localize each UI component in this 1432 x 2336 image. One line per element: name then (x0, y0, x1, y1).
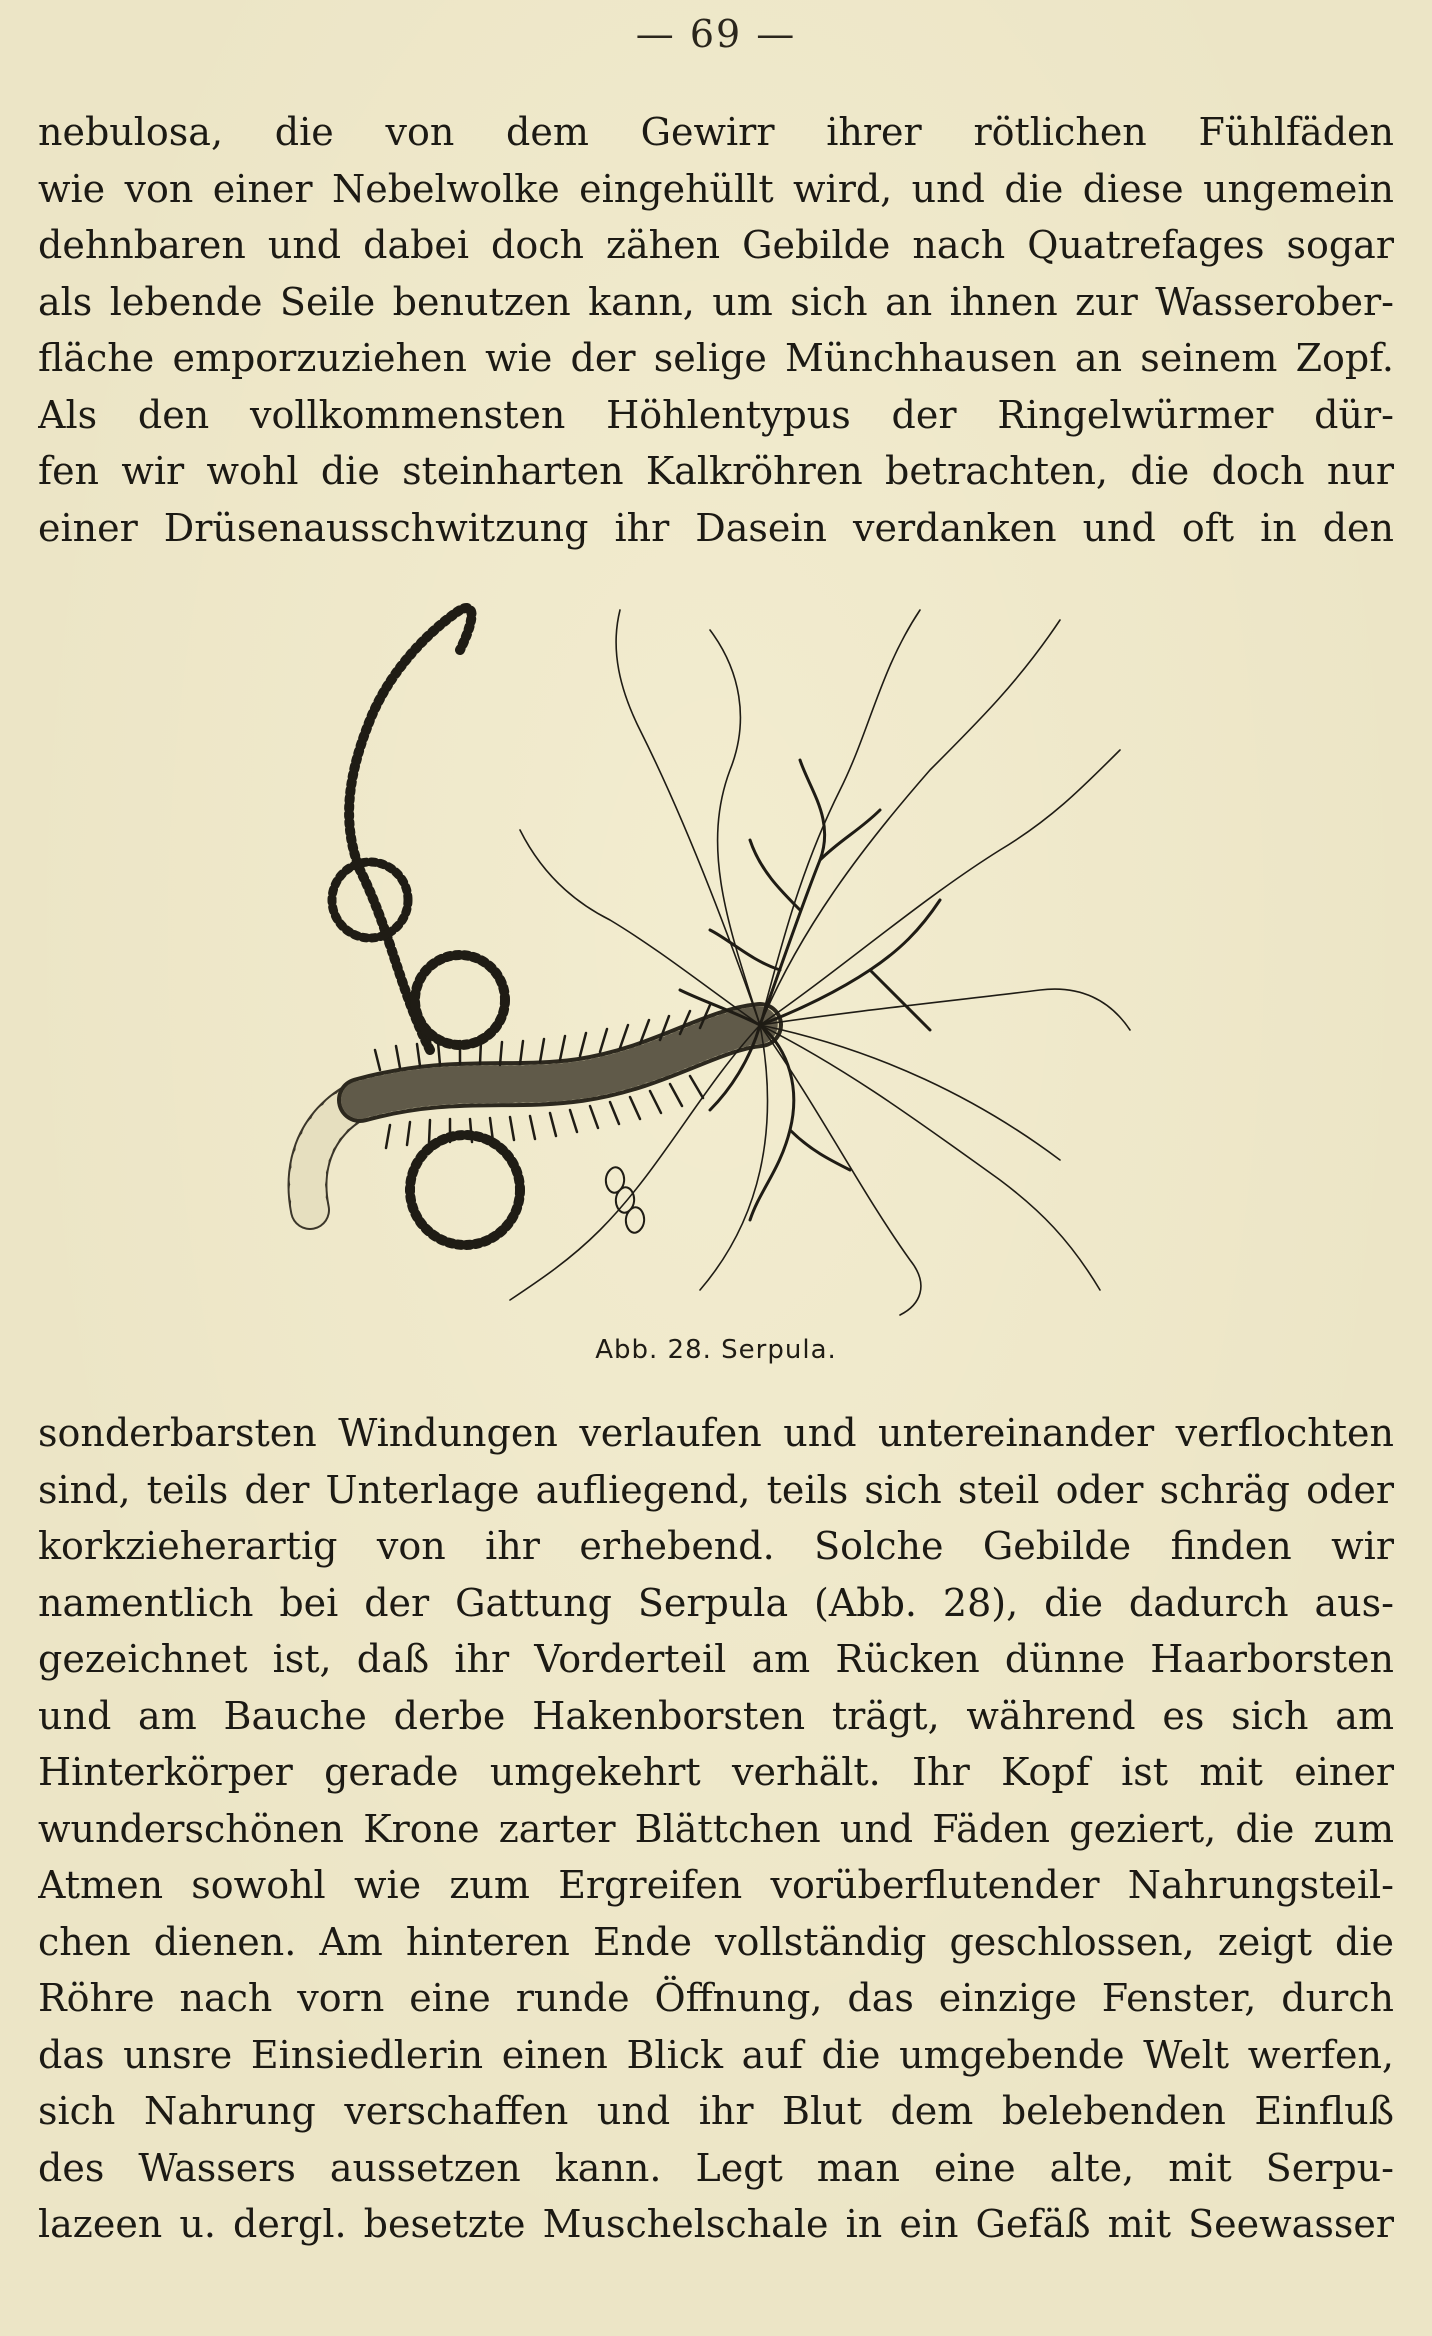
text-line: korkzieherartig von ihr erhebend. Solche Gebilde finden wir (38, 1524, 1394, 1568)
text-line: sind, teils der Unterlage aufliegend, teils sich steil oder schräg oder (38, 1467, 1394, 1512)
text-line: Als den vollkommensten Höhlentypus der Ringelwürmer dür- (38, 392, 1394, 437)
text-line: des Wassers aussetzen kann. Legt man eine alte, mit Serpu- (38, 2145, 1394, 2190)
text-line: lazeen u. dergl. besetzte Muschelschale in ein Gefäß mit Seewasser (38, 2202, 1394, 2246)
serpula-illustration (280, 570, 1140, 1320)
text-line: einer Drüsenausschwitzung ihr Dasein verdanken und oft in den (38, 505, 1394, 550)
text-line: wie von einer Nebelwolke eingehüllt wird, und die diese ungemein (38, 166, 1394, 211)
text-line: chen dienen. Am hinteren Ende vollständig geschlossen, zeigt die (38, 1919, 1394, 1964)
text-line: und am Bauche derbe Hakenborsten trägt, während es sich am (38, 1693, 1394, 1738)
text-line: dehnbaren und dabei doch zähen Gebilde nach Quatrefages sogar (38, 223, 1394, 267)
paragraph-bottom (38, 1405, 1394, 2253)
text-line: als lebende Seile benutzen kann, um sich an ihnen zur Wasserober- (38, 279, 1394, 324)
page-number: — 69 — (635, 12, 797, 56)
text-line: wunderschönen Krone zarter Blättchen und Fäden geziert, die zum (38, 1806, 1394, 1851)
text-line: sonderbarsten Windungen verlaufen und untereinander verflochten (38, 1411, 1394, 1455)
text-line: fläche emporzuziehen wie der selige Münchhausen an seinem Zopf. (38, 336, 1394, 380)
text-line: fen wir wohl die steinharten Kalkröhren betrachten, die doch nur (38, 449, 1394, 493)
text-line: Atmen sowohl wie zum Ergreifen vorüberflutender Nahrungsteil- (38, 1863, 1394, 1907)
text-line: Hinterkörper gerade umgekehrt verhält. Ihr Kopf ist mit einer (38, 1750, 1394, 1794)
figure-caption: Abb. 28. Serpula. (595, 1335, 837, 1365)
text-line: gezeichnet ist, daß ihr Vorderteil am Rücken dünne Haarborsten (38, 1637, 1394, 1681)
text-line: nebulosa, die von dem Gewirr ihrer rötlichen Fühlfäden (38, 110, 1394, 154)
text-line: namentlich bei der Gattung Serpula (Abb. 28), die dadurch aus- (38, 1580, 1394, 1625)
paragraph-top (38, 104, 1394, 556)
text-line: Röhre nach vorn eine runde Öffnung, das einzige Fenster, durch (38, 1976, 1394, 2020)
text-line: sich Nahrung verschaffen und ihr Blut dem belebenden Einfluß (38, 2089, 1394, 2133)
text-line: das unsre Einsiedlerin einen Blick auf die umgebende Welt werfen, (38, 2032, 1394, 2077)
